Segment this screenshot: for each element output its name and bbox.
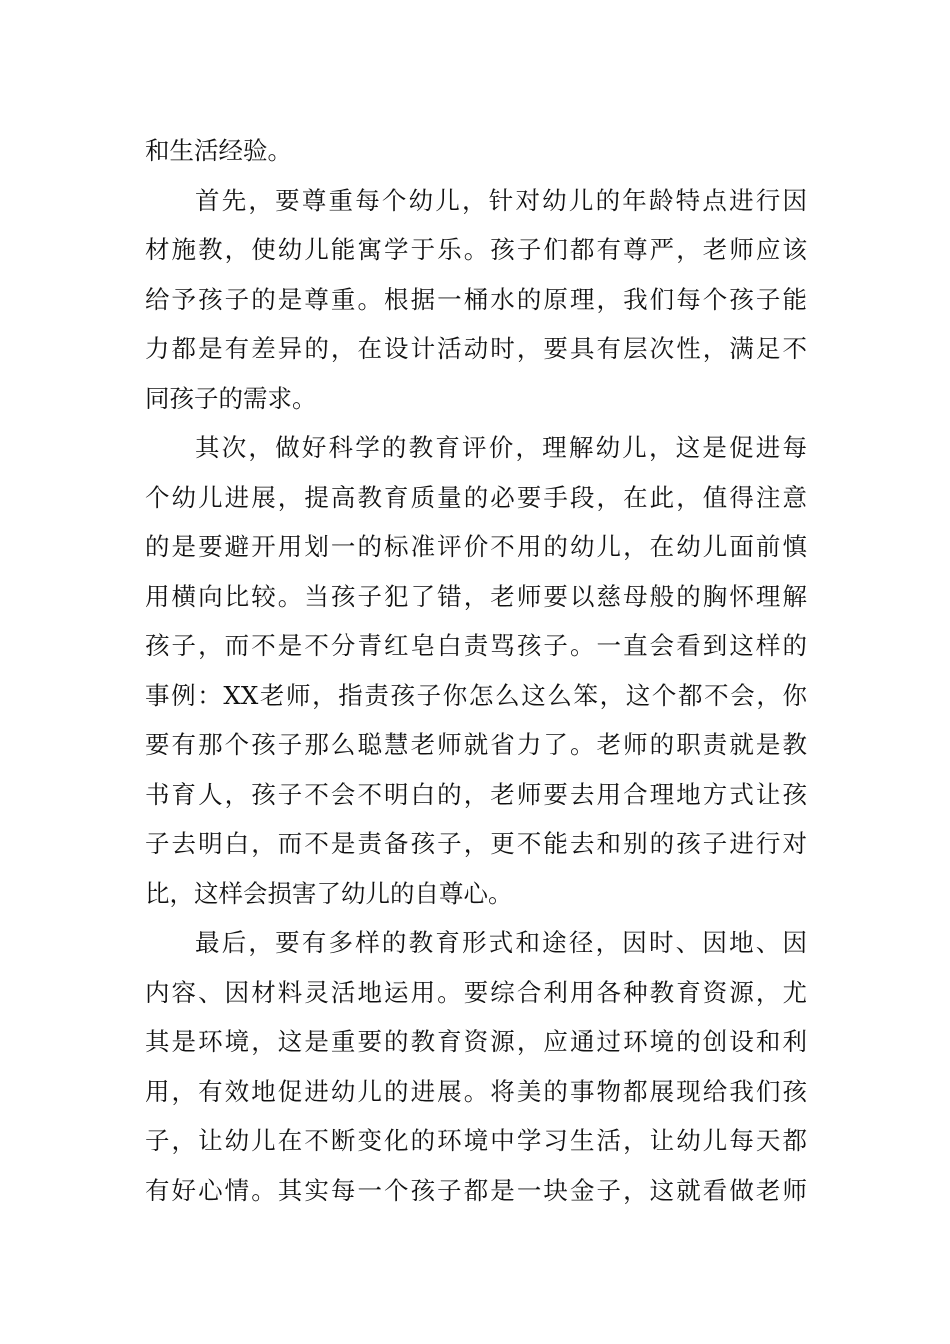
text-line: 个幼儿进展，提高教育质量的必要手段，在此，值得注意	[145, 482, 807, 512]
text-line: 要有那个孩子那么聪慧老师就省力了。老师的职责就是教	[145, 730, 807, 759]
text-line: 和生活经验。	[145, 136, 292, 165]
paragraph-first-line: 其次，做好科学的教育评价，理解幼儿，这是促进每	[195, 433, 807, 462]
text-line: 子去明白，而不是责备孩子，更不能去和别的孩子进行对	[145, 829, 807, 858]
text-line: 孩子，而不是不分青红皂白责骂孩子。一直会看到这样的	[145, 631, 807, 660]
paragraph-first-line: 最后，要有多样的教育形式和途径，因时、因地、因	[195, 928, 807, 957]
text-line: 有好心情。其实每一个孩子都是一块金子，这就看做老师	[145, 1175, 807, 1205]
text-line: 用，有效地促进幼儿的进展。将美的事物都展现给我们孩	[145, 1076, 807, 1106]
text-line: 材施教，使幼儿能寓学于乐。孩子们都有尊严，老师应该	[145, 235, 807, 264]
text-line: 的是要避开用划一的标准评价不用的幼儿，在幼儿面前慎	[145, 532, 807, 561]
text-line: 力都是有差异的，在设计活动时，要具有层次性，满足不	[145, 334, 807, 363]
text-line: 事例：XX老师，指责孩子你怎么这么笨，这个都不会，你	[145, 680, 807, 710]
text-line: 比，这样会损害了幼儿的自尊心。	[145, 878, 513, 908]
text-line: 给予孩子的是尊重。根据一桶水的原理，我们每个孩子能	[145, 284, 807, 314]
paragraph-first-line: 首先，要尊重每个幼儿，针对幼儿的年龄特点进行因	[195, 185, 807, 215]
text-line: 子，让幼儿在不断变化的环境中学习生活，让幼儿每天都	[145, 1126, 807, 1155]
text-line: 同孩子的需求。	[145, 383, 317, 413]
text-line: 用横向比较。当孩子犯了错，老师要以慈母般的胸怀理解	[145, 581, 807, 611]
text-line: 内容、因材料灵活地运用。要综合利用各种教育资源，尤	[145, 977, 807, 1007]
body-text	[145, 126, 807, 1215]
text-line: 书育人，孩子不会不明白的，老师要去用合理地方式让孩	[145, 779, 807, 809]
text-line: 其是环境，这是重要的教育资源，应通过环境的创设和利	[145, 1027, 807, 1056]
